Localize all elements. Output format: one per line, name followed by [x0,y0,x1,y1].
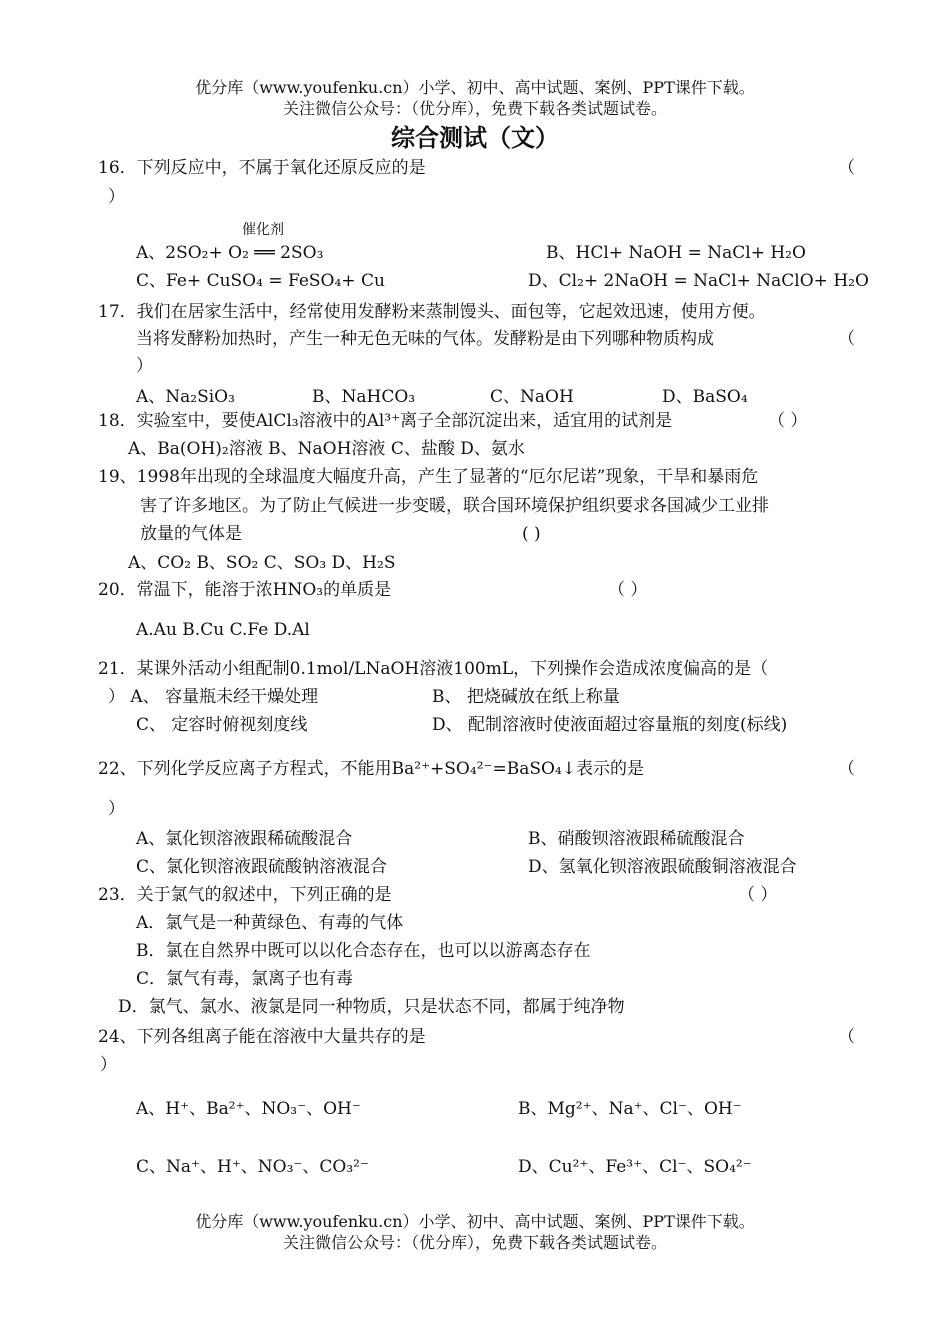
q20-stem: 20．常温下，能溶于浓HNO₃的单质是 [98,580,392,600]
q21-stem: 21．某课外活动小组配制0.1mol/LNaOH溶液100mL，下列操作会造成浓度偏高的是（ [98,659,769,679]
q21-option-c: C、 定容时俯视刻度线 [136,715,308,735]
q19-line-2: 害了许多地区。为了防止气候进一步变暖，联合国环境保护组织要求各国减少工业排 [140,496,769,516]
q16-paren-close: ） [108,187,125,207]
q24-option-a: A、H⁺、Ba²⁺、NO₃⁻、OH⁻ [136,1099,361,1119]
q17-option-d: D、BaSO₄ [662,387,748,407]
q24-stem: 24、下列各组离子能在溶液中大量共存的是 [98,1027,426,1047]
q17-option-c: C、NaOH [490,387,574,407]
q24-paren-open: （ [838,1027,855,1047]
q22-option-a: A、氯化钡溶液跟稀硫酸混合 [136,829,353,849]
q16-option-c: C、Fe+ CuSO₄ = FeSO₄+ Cu [136,271,385,291]
header-line-1: 优分库（www.youfenku.cn）小学、初中、高中试题、案例、PPT课件下载。 [195,78,755,97]
page-title: 综合测试（文） [391,123,559,152]
q17-option-a: A、Na₂SiO₃ [136,387,235,407]
q16-stem: 16．下列反应中，不属于氧化还原反应的是 [98,158,426,178]
q16-option-a: A、2SO₂+ O₂ ══ 2SO₃ [136,243,324,263]
q17-line-1: 17．我们在居家生活中，经常使用发酵粉来蒸制馒头、面包等，它起效迅速，使用方便。 [98,302,766,322]
q22-paren-close: ） [108,799,125,819]
q18-paren: （ ） [768,411,808,431]
footer-line-1: 优分库（www.youfenku.cn）小学、初中、高中试题、案例、PPT课件下载。 [195,1212,755,1231]
q21-option-a: ） A、 容量瓶未经干燥处理 [108,687,319,707]
q16-option-d: D、Cl₂+ 2NaOH = NaCl+ NaClO+ H₂O [528,271,869,291]
q23-option-a: A．氯气是一种黄绿色、有毒的气体 [136,913,404,933]
q16-catalyst-label: 催化剂 [242,222,284,238]
q23-option-d: D．氯气、氯水、液氯是同一种物质，只是状态不同，都属于纯净物 [118,997,625,1017]
q20-options: A.Au B.Cu C.Fe D.Al [136,620,310,640]
q21-option-d: D、 配制溶液时使液面超过容量瓶的刻度(标线) [432,715,788,735]
q17-option-b: B、NaHCO₃ [312,387,416,407]
q21-option-b: B、 把烧碱放在纸上称量 [432,687,620,707]
q19-line-3: 放量的气体是 [140,524,242,544]
q22-option-b: B、硝酸钡溶液跟稀硫酸混合 [528,829,745,849]
q23-option-b: B．氯在自然界中既可以以化合态存在，也可以以游离态存在 [136,941,591,961]
q18-stem: 18．实验室中，要使AlCl₃溶液中的Al³⁺离子全部沉淀出来，适宜用的试剂是 [98,411,673,431]
q19-options: A、CO₂ B、SO₂ C、SO₃ D、H₂S [128,553,396,573]
q16-paren-open: （ [838,158,855,178]
q18-options: A、Ba(OH)₂溶液 B、NaOH溶液 C、盐酸 D、氨水 [128,439,525,459]
q17-paren-close: ） [136,356,153,376]
footer-line-2: 关注微信公众号：（优分库），免费下载各类试题试卷。 [282,1233,667,1252]
q22-paren-open: （ [838,759,855,779]
q22-stem: 22、下列化学反应离子方程式，不能用Ba²⁺+SO₄²⁻=BaSO₄↓表示的是 [98,759,644,779]
q22-option-c: C、氯化钡溶液跟硫酸钠溶液混合 [136,857,388,877]
q17-paren-open: （ [838,329,855,349]
q24-option-c: C、Na⁺、H⁺、NO₃⁻、CO₃²⁻ [136,1157,369,1177]
q23-paren: （ ） [738,885,778,905]
q19-paren: ( ) [522,524,541,544]
q19-line-1: 19、1998年出现的全球温度大幅度升高，产生了显著的“厄尔尼诺”现象，干旱和暴雨危 [98,467,759,487]
q16-option-b: B、HCl+ NaOH = NaCl+ H₂O [546,243,806,263]
q23-stem: 23．关于氯气的叙述中，下列正确的是 [98,885,392,905]
q23-option-c: C．氯气有毒，氯离子也有毒 [136,969,354,989]
q17-line-2: 当将发酵粉加热时，产生一种无色无味的气体。发酵粉是由下列哪种物质构成 [136,329,714,349]
q20-paren: （ ） [608,580,648,600]
q24-option-b: B、Mg²⁺、Na⁺、Cl⁻、OH⁻ [518,1099,742,1119]
q22-option-d: D、氢氧化钡溶液跟硫酸铜溶液混合 [528,857,797,877]
q24-option-d: D、Cu²⁺、Fe³⁺、Cl⁻、SO₄²⁻ [518,1157,752,1177]
q24-paren-close: ） [100,1055,117,1075]
header-line-2: 关注微信公众号：（优分库），免费下载各类试题试卷。 [282,99,667,118]
